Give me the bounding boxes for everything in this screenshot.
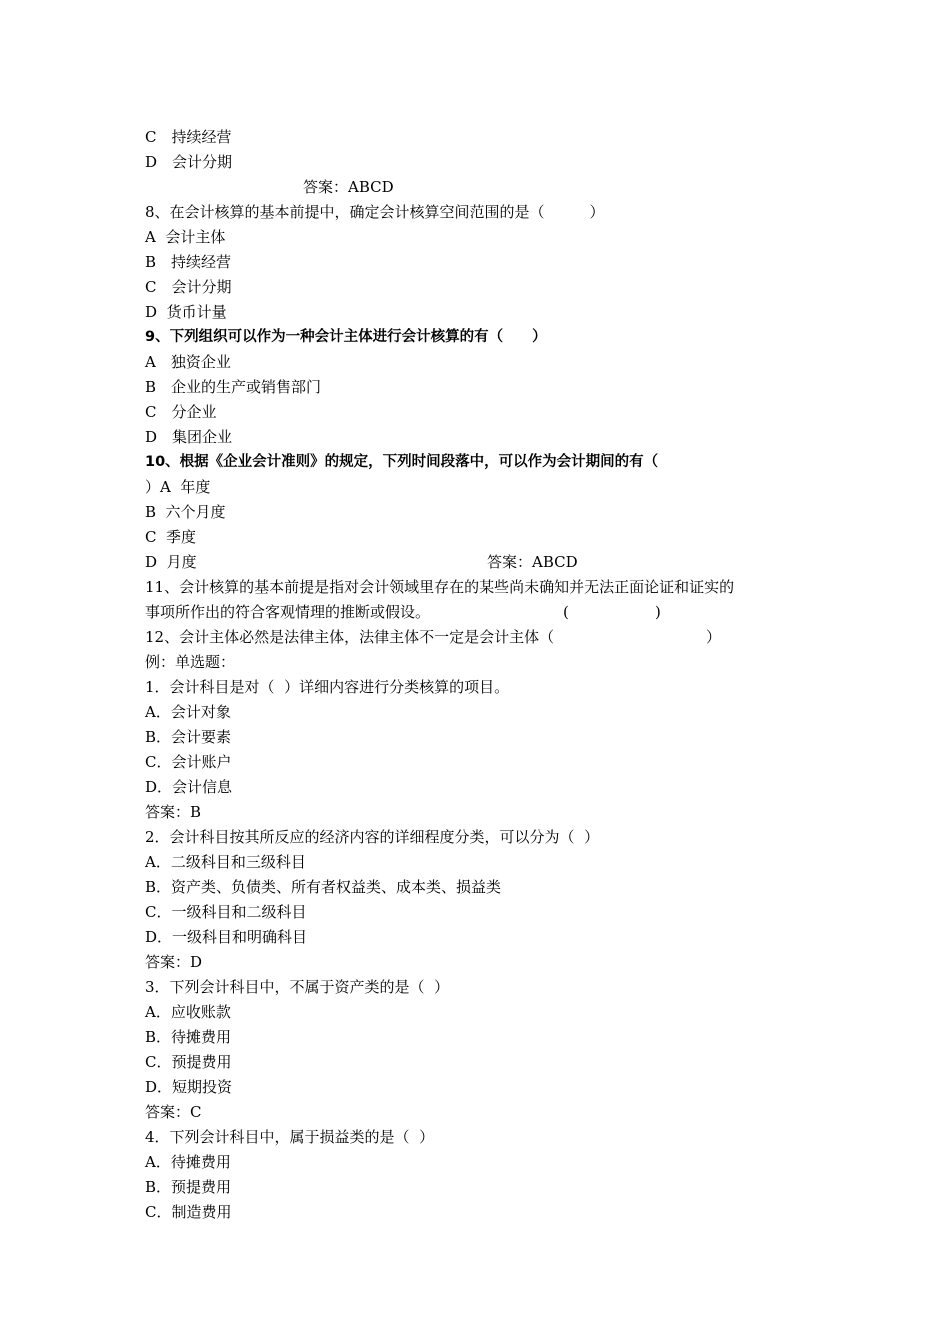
option-line: A．待摊费用 <box>145 1153 231 1171</box>
option-line: D．一级科目和明确科目 <box>145 928 308 946</box>
section-label: 例：单选题： <box>145 653 236 671</box>
option-line: A 会计主体 <box>145 228 226 246</box>
option-line: C 分企业 <box>145 403 217 421</box>
option-line: B 持续经营 <box>145 253 232 271</box>
answer-line: 答案：B <box>145 803 202 821</box>
answer-line: 答案：C <box>145 1103 202 1121</box>
question-line: 12、会计主体必然是法律主体，法律主体不一定是会计主体（ <box>145 628 555 646</box>
option-line: B．预提费用 <box>145 1178 232 1196</box>
option-line: B．资产类、负债类、所有者权益类、成本类、损益类 <box>145 878 502 896</box>
question-line: 8、在会计核算的基本前提中，确定会计核算空间范围的是（ ） <box>145 203 605 221</box>
option-line: C 会计分期 <box>145 278 232 296</box>
answer-line: 答案：ABCD <box>303 178 394 196</box>
question-line: 2．会计科目按其所反应的经济内容的详细程度分类，可以分为（ ） <box>145 828 600 846</box>
option-line: C 季度 <box>145 528 197 546</box>
option-line: D．会计信息 <box>145 778 233 796</box>
answer-line: 答案：D <box>145 953 203 971</box>
option-line: A．应收账款 <box>145 1003 231 1021</box>
option-line: A．会计对象 <box>145 703 231 721</box>
option-line: D 集团企业 <box>145 428 233 446</box>
question-line: 4．下列会计科目中，属于损益类的是（ ） <box>145 1128 435 1146</box>
option-line: A 独资企业 <box>145 353 231 371</box>
question-line: 1．会计科目是对（ ）详细内容进行分类核算的项目。 <box>145 678 510 696</box>
answer-bracket-close: ） <box>706 628 722 646</box>
option-line: D 会计分期 <box>145 153 233 171</box>
option-line: D 货币计量 <box>145 303 227 321</box>
question-line: 10、根据《企业会计准则》的规定，下列时间段落中，可以作为会计期间的有（ <box>145 454 659 470</box>
question-line: 3．下列会计科目中，不属于资产类的是（ ） <box>145 978 450 996</box>
question-line: 事项所作出的符合客观情理的推断或假设。 <box>145 603 431 621</box>
option-line: D 月度 <box>145 553 197 571</box>
answer-bracket-close: ) <box>655 603 661 621</box>
option-line: D．短期投资 <box>145 1078 233 1096</box>
answer-line: 答案：ABCD <box>487 553 578 571</box>
question-line: 9、下列组织可以作为一种会计主体进行会计核算的有（ ） <box>145 329 547 345</box>
answer-bracket-open: ( <box>563 603 569 621</box>
option-line: C 持续经营 <box>145 128 232 146</box>
option-line: C．会计账户 <box>145 753 232 771</box>
question-line: 11、会计核算的基本前提是指对会计领域里存在的某些尚未确知并无法正面论证和证实的 <box>145 578 735 596</box>
option-line: B．会计要素 <box>145 728 232 746</box>
option-line: B．待摊费用 <box>145 1028 232 1046</box>
option-line: C．制造费用 <box>145 1203 232 1221</box>
option-line: B 六个月度 <box>145 503 226 521</box>
option-line: C．一级科目和二级科目 <box>145 903 307 921</box>
option-line: B 企业的生产或销售部门 <box>145 378 322 396</box>
option-line: A．二级科目和三级科目 <box>145 853 306 871</box>
option-line: C．预提费用 <box>145 1053 232 1071</box>
option-line: ）A 年度 <box>145 478 211 496</box>
